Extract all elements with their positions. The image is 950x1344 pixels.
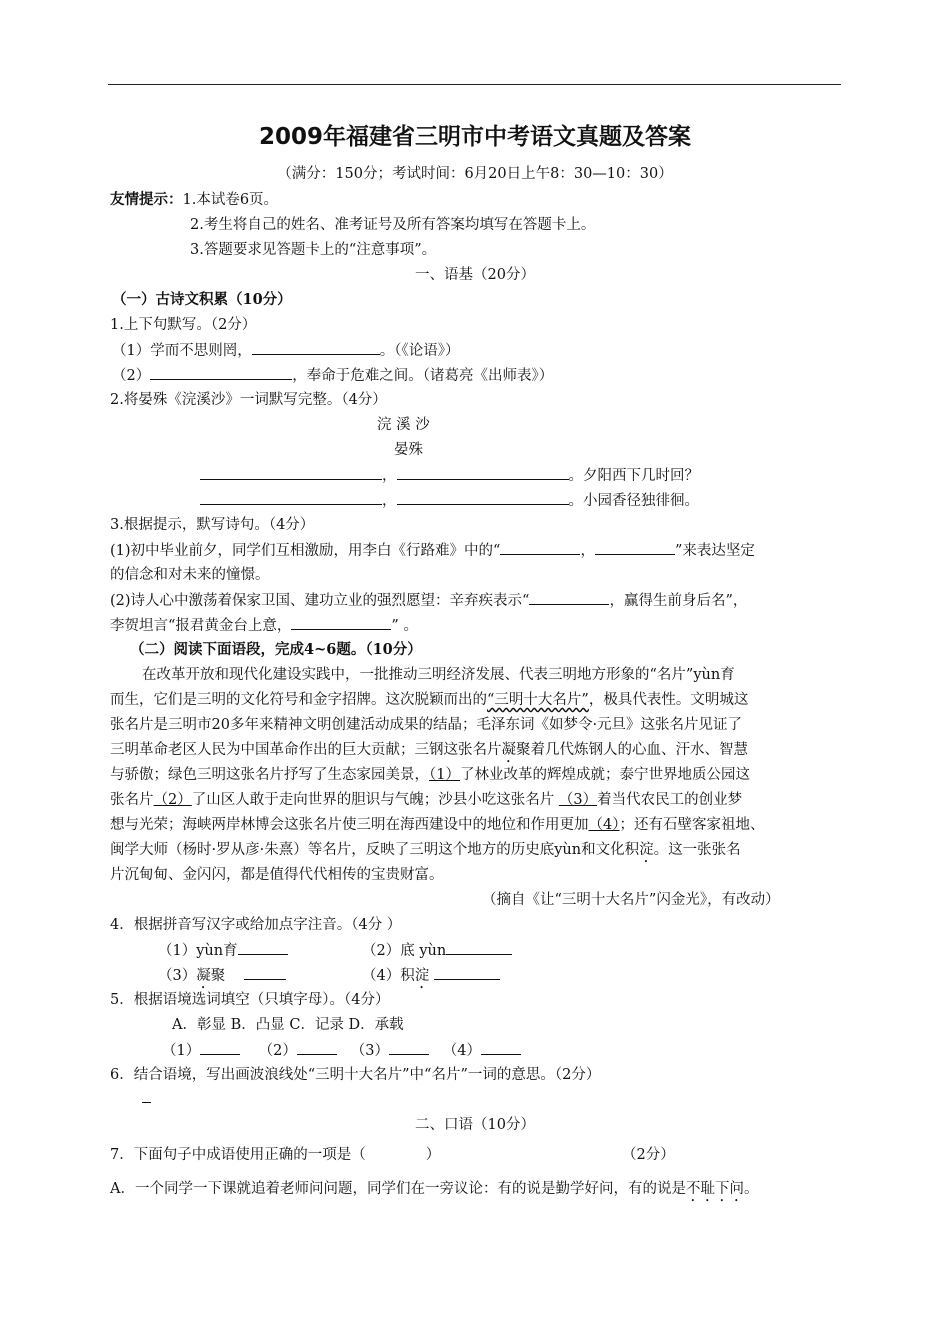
answer-blank[interactable] [200, 490, 382, 505]
answer-blank[interactable] [142, 1088, 151, 1103]
text: 三明革命老区人民为中国革命作出的巨大贡献；三钢这张名片 [110, 742, 502, 758]
question-stem: 5．根据语境选词填空（只填字母）。（4分） [110, 992, 390, 1008]
text: 7．下面句子中成语使用正确的一项是（ [110, 1147, 366, 1163]
text: （1）yùn育 [158, 943, 238, 959]
dotted-char: 凝 [501, 742, 516, 758]
passage-line: 片沉甸甸、金闪闪，都是值得代代相传的宝贵财富。 [110, 867, 444, 883]
page-subtitle: （满分：150分；考试时间：6月20日上午8：30—10：30） [277, 166, 673, 182]
text: （4） [442, 1043, 482, 1059]
text: 着当代农民工的创业梦 [597, 792, 743, 808]
answer-blank[interactable] [238, 940, 288, 955]
text: 想与光荣；海峡两岸林博会这张名片使三明在海西建设中的地位和作用更加 [110, 817, 589, 833]
text: ， [382, 468, 397, 484]
question-line [110, 590, 747, 611]
passage-line [110, 790, 742, 810]
text: （3） [350, 1043, 389, 1059]
text: ， [382, 493, 397, 509]
question-stem: 4．根据拼音写汉字或给加点字注音。（4分 ） [110, 917, 402, 933]
answer-blank[interactable] [252, 340, 380, 355]
text: 李贺坦言“报君黄金台上意， [110, 618, 292, 634]
question-line [362, 940, 512, 961]
text: ） [425, 1147, 441, 1163]
question-stem: 6．结合语境，写出画波浪线处“三明十大名片”中“名片”一词的意思。（2分） [110, 1067, 601, 1083]
text: （1）学而不思则罔， [112, 343, 252, 359]
text: ，奉命于危难之间。（诸葛亮《出师表》） [292, 368, 554, 384]
question-stem: 3.根据提示，默写诗句。（4分） [110, 517, 315, 533]
answer-blank[interactable] [200, 465, 382, 480]
text: 。小园香径独徘徊。 [568, 493, 699, 509]
passage-line [110, 840, 741, 866]
answer-blank[interactable] [150, 365, 292, 380]
question-line [162, 1040, 521, 1061]
text: ” 。 [391, 618, 418, 634]
tip-item: 2.考生将自己的姓名、准考证号及所有答案均填写在答题卡上。 [190, 217, 596, 233]
poem-line [200, 490, 699, 511]
fill-blank[interactable]: （4） [588, 817, 620, 833]
question-line [112, 365, 553, 386]
question-options: A．彰显 B．凸显 C．记录 D．承载 [172, 1017, 404, 1033]
section-heading: （一）古诗文积累（10分） [112, 291, 292, 308]
dotted-char: 淀 [639, 842, 654, 858]
question-score: （2分） [622, 1147, 675, 1163]
question-stem: 2.将晏殊《浣溪沙》一词默写完整。（4分） [110, 392, 387, 408]
answer-blank[interactable] [500, 540, 580, 555]
wavy-underlined-term: “三明十大名片” [487, 692, 589, 708]
answer-blank[interactable] [481, 1040, 521, 1055]
question-line [142, 1088, 151, 1109]
tip-item: 3.答题要求见答题卡上的“注意事项”。 [190, 242, 437, 258]
fill-blank[interactable]: （1） [429, 767, 460, 783]
poem-author: 晏殊 [394, 442, 423, 458]
question-line [110, 540, 755, 561]
text: 了山区人敢于走向世界的胆识与气魄；沙县小吃这张名片 [191, 792, 559, 808]
dotted-char: 淀 [414, 968, 430, 984]
text: （2） [112, 368, 151, 384]
answer-blank[interactable] [291, 615, 391, 630]
text: （2） [258, 1043, 297, 1059]
tips-label: 友情提示： [110, 191, 183, 208]
text: 聚着几代炼钢人的心血、汗水、智慧 [516, 742, 748, 758]
fill-blank[interactable]: （3） [558, 792, 598, 808]
answer-blank[interactable] [397, 490, 569, 505]
text: （3） [158, 968, 197, 984]
text: 。夕阳西下几时回？ [568, 468, 699, 484]
text: ”来表达坚定 [674, 543, 755, 559]
part-heading: 一、语基（20分） [415, 267, 535, 283]
answer-blank[interactable] [595, 540, 675, 555]
text: 闽学大师（杨时·罗从彦·朱熹）等名片，反映了三明这个地方的历史底yùn和文化积 [110, 842, 640, 858]
answer-blank[interactable] [434, 965, 500, 980]
passage-line [110, 815, 764, 835]
text: 张名片 [110, 792, 154, 808]
text: ，赢得生前身后名”， [609, 593, 748, 609]
question-line [110, 615, 418, 636]
question-stem [110, 1145, 440, 1165]
answer-blank[interactable] [244, 965, 286, 980]
fill-blank[interactable]: （2） [153, 792, 192, 808]
answer-blank[interactable] [389, 1040, 429, 1055]
passage-line: 在改革开放和现代化建设实践中，一批推动三明经济发展、代表三明地方形象的“名片”yùn育 [142, 667, 735, 683]
answer-blank[interactable] [297, 1040, 337, 1055]
text: （1） [162, 1043, 201, 1059]
poem-line [200, 465, 699, 486]
tips-line-1 [110, 190, 278, 210]
text: （2）底 yùn [362, 943, 447, 959]
text: ， [580, 543, 595, 559]
text: 与骄傲；绿色三明这张名片抒写了生态家园美景， [110, 767, 429, 783]
answer-blank[interactable] [200, 1040, 240, 1055]
text: A．一个同学一下课就追着老师问问题，同学们在一旁议论：有的说是勤学好问，有的说是 [110, 1181, 686, 1197]
passage-line: 张名片是三明市20多年来精神文明创建活动成果的结晶；毛泽东词《如梦令·元旦》这张名片见证了 [110, 717, 743, 733]
part-heading: 二、口语（10分） [415, 1117, 535, 1133]
text: ；还有石壁客家祖地、 [619, 817, 765, 833]
answer-blank[interactable] [397, 465, 569, 480]
text: 。 [743, 1181, 759, 1197]
text: 了林业改革的辉煌成就；泰宁世界地质公园这 [459, 767, 750, 783]
dotted-phrase: 不耻下问 [685, 1181, 744, 1197]
text: (1)初中毕业前夕，同学们互相激励，用李白《行路难》中的“ [110, 543, 501, 559]
answer-blank[interactable] [446, 940, 512, 955]
question-stem: 1.上下句默写。（2分） [110, 317, 257, 333]
text: 。（《论语》） [379, 343, 460, 359]
page-title: 2009年福建省三明市中考语文真题及答案 [258, 124, 691, 150]
text: （4）积 [362, 968, 415, 984]
text: 聚 [210, 968, 226, 984]
passage-line [110, 765, 750, 785]
text: (2)诗人心中激荡着保家卫国、建功立业的强烈愿望：辛弃疾表示“ [110, 593, 530, 609]
passage-line [110, 740, 748, 766]
question-line: 的信念和对未来的憧憬。 [110, 567, 270, 583]
passage-source: （摘自《让“三明十大名片”闪金光》，有改动） [482, 892, 780, 908]
dotted-char: 凝 [196, 968, 211, 984]
tip-item: 1.本试卷6页。 [182, 192, 279, 208]
question-line [362, 965, 500, 992]
text: ，极具代表性。文明城这 [588, 692, 749, 708]
question-option [110, 1179, 758, 1205]
passage-line [110, 690, 748, 710]
poem-title: 浣 溪 沙 [377, 417, 430, 433]
text: 而生，它们是三明的文化符号和金字招牌。这次脱颖而出的 [110, 692, 487, 708]
question-line [112, 340, 459, 361]
text: 。这一张张名 [653, 842, 741, 858]
answer-blank[interactable] [529, 590, 609, 605]
top-rule [108, 84, 841, 85]
question-line [158, 965, 286, 992]
section-heading: （二）阅读下面语段，完成4~6题。（10分） [130, 641, 422, 658]
question-line [158, 940, 288, 961]
